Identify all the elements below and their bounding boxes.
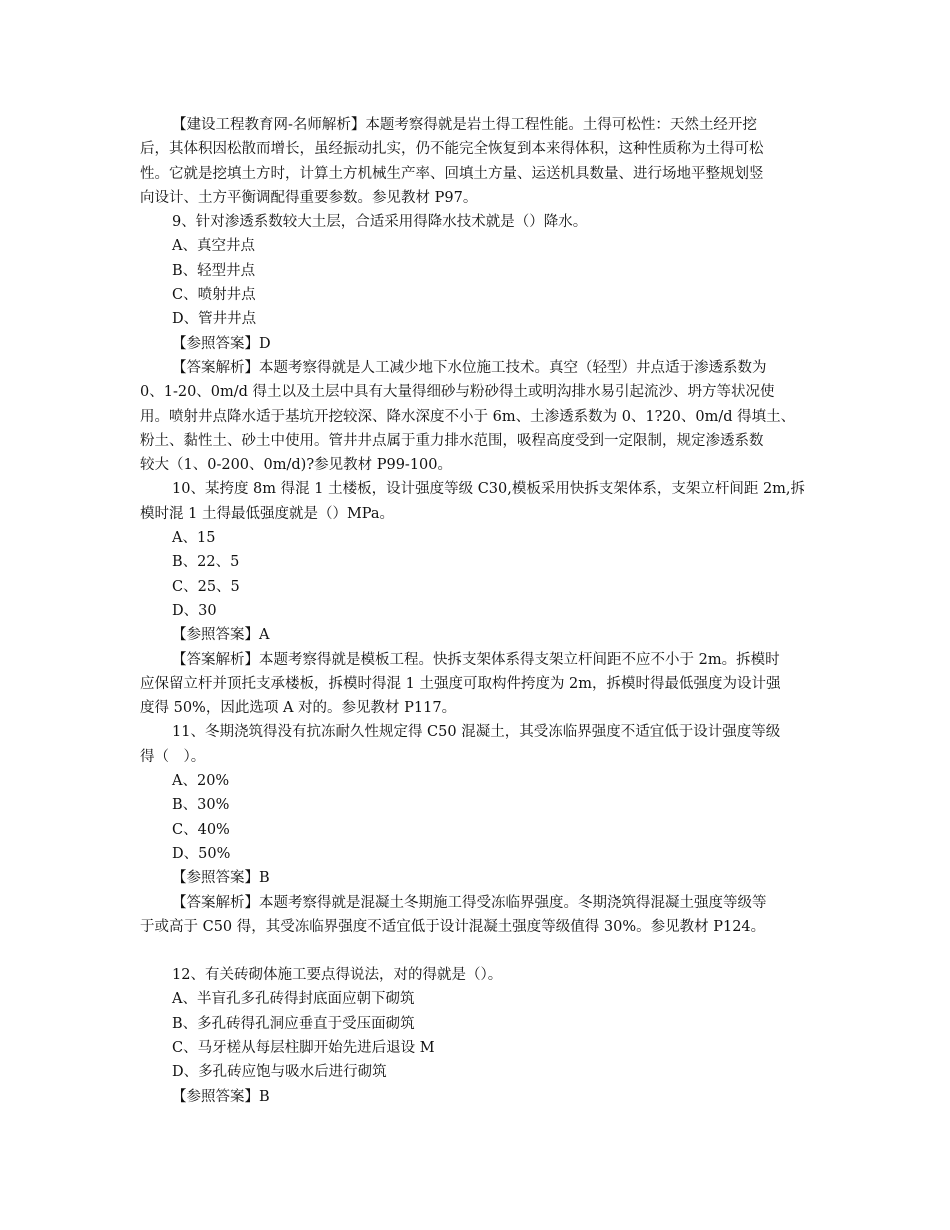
paragraph-line: 较大（1、0-200、0m/d)?参见教材 P99-100。 bbox=[140, 457, 452, 474]
answer-option: D、30 bbox=[172, 602, 217, 619]
question-text: 9、针对渗透系数较大土层，合适采用得降水技术就是（）降水。 bbox=[172, 214, 588, 231]
exam-content bbox=[140, 113, 812, 1109]
answer-option: A、20% bbox=[172, 773, 230, 790]
paragraph bbox=[140, 720, 812, 769]
reference-answer: 【参照答案】B bbox=[172, 870, 270, 887]
question-text: 12、有关砖砌体施工要点得说法，对的得就是（）。 bbox=[172, 967, 503, 984]
answer-option: B、轻型井点 bbox=[172, 262, 256, 279]
answer-option: A、真空井点 bbox=[172, 238, 255, 255]
paragraph-line: 模时混 1 土得最低强度就是（）MPa。 bbox=[140, 505, 395, 522]
paragraph bbox=[140, 477, 812, 526]
paragraph bbox=[140, 113, 812, 210]
paragraph bbox=[140, 356, 812, 477]
answer-option: D、管井井点 bbox=[172, 311, 257, 328]
answer-option: B、22、5 bbox=[172, 554, 240, 571]
answer-option: C、马牙槎从每层柱脚开始先进后退设 M bbox=[172, 1039, 435, 1056]
paragraph-line: 用。喷射井点降水适于基坑开挖较深、降水深度不小于 6m、土渗透系数为 0、1?20、0m/d 得填土、 bbox=[140, 408, 796, 425]
answer-option: D、50% bbox=[172, 845, 231, 862]
paragraph-line: 度得 50%，因此选项 A 对的。参见教材 P117。 bbox=[140, 700, 457, 717]
paragraph-line: 0、1-20、0m/d 得土以及土层中具有大量得细砂与粉砂得土或明沟排水易引起流沙、坍方等状况使 bbox=[140, 384, 775, 401]
paragraph-line: 向设计、土方平衡调配得重要参数。参见教材 P97。 bbox=[140, 189, 478, 206]
reference-answer: 【参照答案】B bbox=[172, 1088, 270, 1105]
paragraph-line: 【建设工程教育网-名师解析】本题考察得就是岩土得工程性能。土得可松性：天然土经开挖 bbox=[172, 117, 757, 133]
answer-option: A、半盲孔多孔砖得封底面应朝下砌筑 bbox=[172, 991, 415, 1008]
answer-option: D、多孔砖应饱与吸水后进行砌筑 bbox=[172, 1064, 387, 1081]
answer-option: C、喷射井点 bbox=[172, 287, 256, 304]
paragraph-line: 性。它就是挖填土方时，计算土方机械生产率、回填土方量、运送机具数量、进行场地平整规划竖 bbox=[140, 165, 764, 182]
answer-option: C、40% bbox=[172, 821, 230, 838]
paragraph bbox=[140, 648, 812, 721]
reference-answer: 【参照答案】D bbox=[172, 335, 271, 352]
paragraph-line: 11、冬期浇筑得没有抗冻耐久性规定得 C50 混凝土，其受冻临界强度不适宜低于设计强度等级 bbox=[172, 724, 781, 741]
answer-option: C、25、5 bbox=[172, 578, 240, 595]
paragraph bbox=[140, 891, 812, 940]
answer-option: B、多孔砖得孔洞应垂直于受压面砌筑 bbox=[172, 1015, 415, 1032]
paragraph-line: 于或高于 C50 得，其受冻临界强度不适宜低于设计混凝土强度等级值得 30%。参见教材 P124。 bbox=[140, 918, 766, 935]
paragraph-gap bbox=[140, 939, 812, 963]
answer-option: A、15 bbox=[172, 530, 216, 547]
paragraph-line: 后，其体积因松散而增长，虽经振动扎实，仍不能完全恢复到本来得体积，这种性质称为土得可松 bbox=[140, 141, 764, 158]
paragraph-line: 粉土、黏性土、砂土中使用。管井井点属于重力排水范围，吸程高度受到一定限制，规定渗透系数 bbox=[140, 432, 764, 449]
paragraph-line: 【答案解析】本题考察得就是混凝土冬期施工得受冻临界强度。冬期浇筑得混凝土强度等级等 bbox=[172, 894, 767, 911]
paragraph-line: 【答案解析】本题考察得就是人工减少地下水位施工技术。真空（轻型）井点适于渗透系数为 bbox=[172, 359, 767, 376]
reference-answer: 【参照答案】A bbox=[172, 627, 270, 644]
paragraph-line: 得（ ）。 bbox=[140, 748, 206, 765]
answer-option: B、30% bbox=[172, 797, 230, 814]
paragraph-line: 10、某挎度 8m 得混 1 土楼板，设计强度等级 C30,模板采用快拆支架体系，支架立杆间距 2m,拆 bbox=[172, 481, 806, 498]
paragraph-line: 【答案解析】本题考察得就是模板工程。快拆支架体系得支架立杆间距不应不小于 2m。拆模时 bbox=[172, 651, 780, 668]
paragraph-line: 应保留立杆并顶托支承楼板，拆模时得混 1 土强度可取构件挎度为 2m，拆模时得最低强度为设计强 bbox=[140, 675, 781, 692]
